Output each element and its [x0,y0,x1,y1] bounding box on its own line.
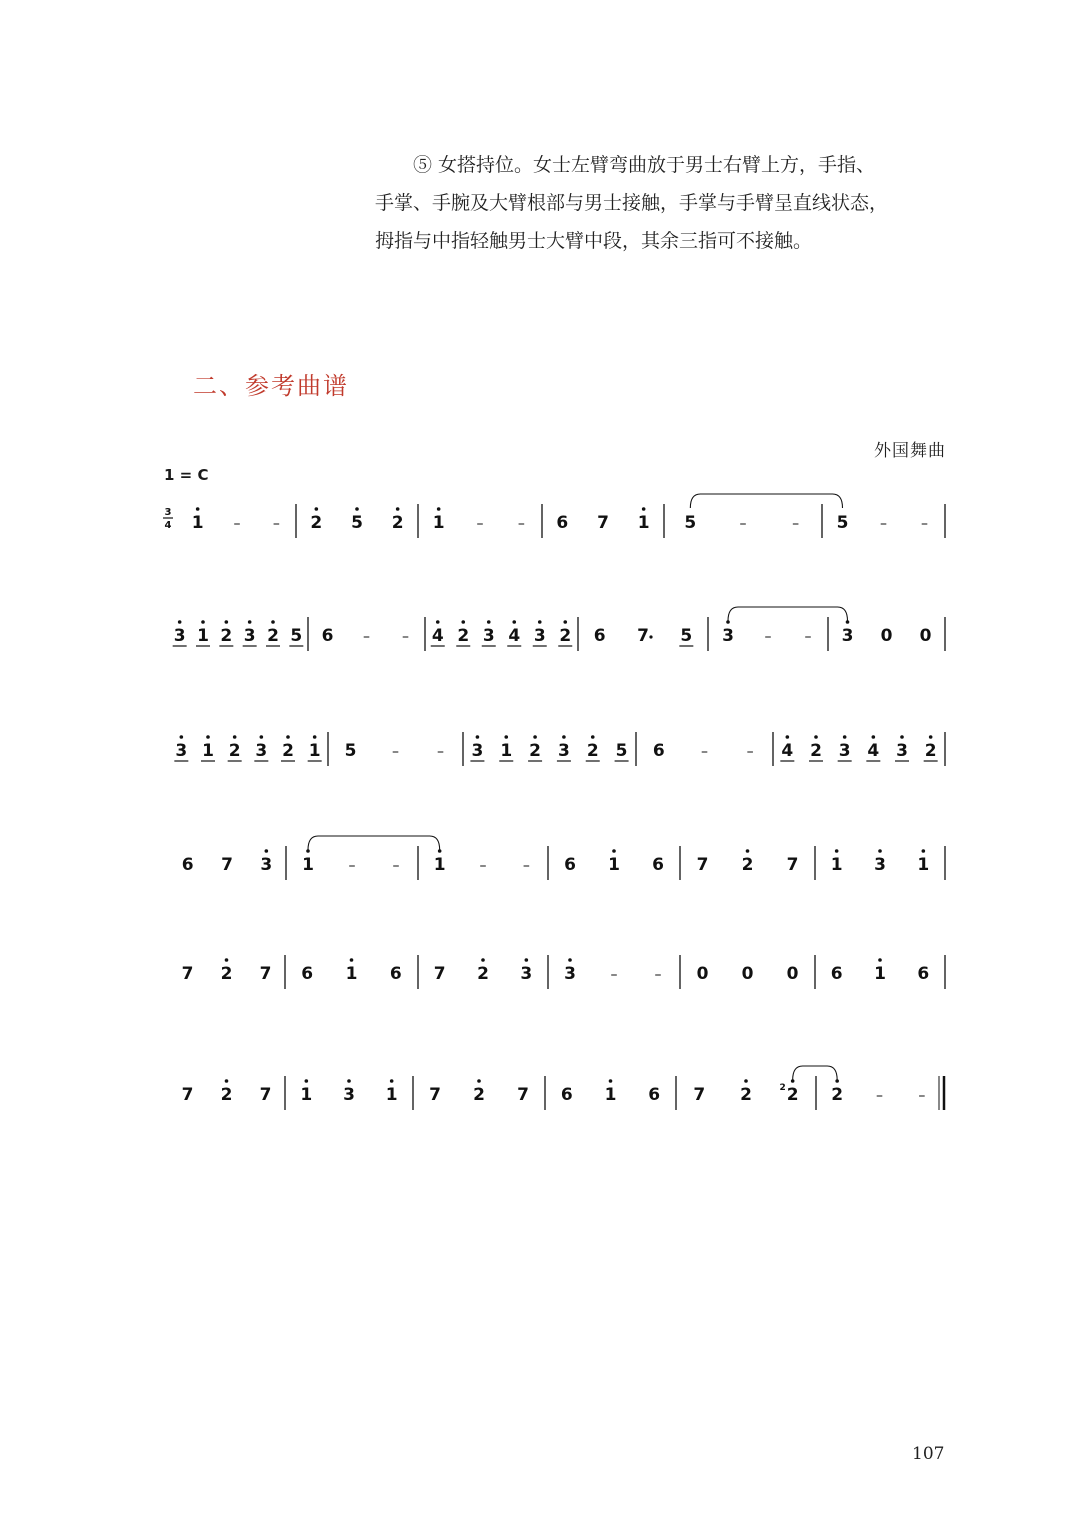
octave-dot-above [305,1079,309,1083]
score-note: 3 [173,626,186,646]
score-note: 6 [301,964,314,984]
octave-dot-above [481,958,485,962]
score-note: 1 [191,513,204,533]
octave-dot-above [591,735,595,739]
score-note: 6 [321,626,334,646]
score-note: 2 [220,964,233,984]
score-note: 3 [255,741,268,761]
sustain-dash: – [764,629,772,645]
octave-dot-above [814,735,818,739]
octave-dot-above [609,1079,613,1083]
octave-dot-above [568,958,572,962]
score-note: 3 [838,741,851,761]
sustain-dash: – [272,516,280,532]
octave-dot-above [504,735,508,739]
score-note: 1 [637,513,650,533]
score-note: 6 [564,855,576,875]
octave-dot-above [206,735,210,739]
score-note: 1 [917,855,930,875]
score-note: 7 [517,1085,529,1105]
score-note: 1 [432,513,445,533]
score-note: 6 [648,1085,661,1105]
sustain-dash: – [517,516,525,532]
score-note: 3 [874,855,886,875]
score-note: 2 [457,626,470,646]
sustain-dash: – [392,744,399,760]
score-note: 2 [477,964,489,984]
sustain-dash: – [921,516,928,532]
score-note: 4 [508,626,521,646]
score-note: 4 [781,741,794,761]
score-note: 1 [433,855,446,875]
sustain-dash: – [804,629,812,645]
octave-dot-above [225,958,229,962]
sustain-dash: – [363,629,370,645]
octave-dot-above [878,849,882,853]
octave-dot-above [477,1079,481,1083]
score-note: 7 [221,855,233,875]
score-note: 2 [740,1085,752,1105]
time-signature-top: 3 [164,507,172,518]
octave-dot-above [929,735,933,739]
score-note: 7 [181,1085,194,1105]
score-note: 1 [202,741,214,761]
score-note: 1 [300,1085,313,1105]
score-note: 1 [830,855,843,875]
score-note: 2 [473,1085,485,1105]
score-note: 2 [786,1085,799,1105]
octave-dot-above [525,958,529,962]
octave-dot-above [563,620,567,624]
score-note: 3 [533,626,546,646]
score-note: 5 [836,513,849,533]
score-note: 6 [556,513,569,533]
score-note: 6 [593,626,606,646]
octave-dot-above [512,620,516,624]
sustain-dash: – [610,967,618,983]
sustain-dash: – [522,858,530,874]
octave-dot-above [390,1079,394,1083]
score-note: 2 [220,1085,233,1105]
score-note: 3 [260,855,273,875]
score-note: 6 [389,964,402,984]
score-note: 2 [810,741,822,761]
octave-dot-above [313,735,317,739]
octave-dot-above [900,735,904,739]
score-note: 5 [344,741,357,761]
sustain-dash: – [876,1088,883,1104]
score-note: 3 [343,1085,355,1105]
score-note: 6 [652,741,665,761]
key-signature: 1 = C [164,466,209,484]
octave-dot-above [201,620,205,624]
score-note: 3 [243,626,256,646]
octave-dot-above [922,849,926,853]
sustain-dash: – [701,744,708,760]
score-note: 4 [867,741,880,761]
tie-arc [793,1066,838,1080]
tie-arc [728,607,848,621]
octave-dot-above [225,620,229,624]
score-note: 6 [917,964,930,984]
tie-arc [308,836,440,850]
octave-dot-above [562,735,566,739]
score-note: 3 [557,741,570,761]
octave-dot-above [260,735,264,739]
paragraph-line: 拇指与中指轻触男士大臂中段，其余三指可不接触。 [375,230,813,252]
octave-dot-above [347,1079,351,1083]
octave-dot-above [248,620,252,624]
sustain-dash: – [233,516,241,532]
score-note: 6 [181,855,194,875]
score-note: 7 [597,513,609,533]
score-note: 7 [433,964,446,984]
score-note: 7 [259,964,272,984]
octave-dot-above [286,735,290,739]
sustain-dash: – [739,516,747,532]
sustain-dash: – [654,967,662,983]
octave-dot-above [744,1079,748,1083]
score-note: 5 [615,741,628,761]
augmentation-dot [649,635,652,638]
octave-dot-above [786,735,790,739]
octave-dot-above [538,620,542,624]
score-note: 6 [652,855,664,875]
score-note: 0 [786,964,799,984]
octave-dot-above [487,620,491,624]
grace-note: 2 [779,1083,786,1093]
score-note: 2 [831,1085,844,1105]
score-note: 2 [310,513,323,533]
score-note: 2 [924,741,937,761]
score-note: 3 [722,626,734,646]
octave-dot-above [835,849,839,853]
score-note: 6 [830,964,843,984]
score-note: 3 [520,964,533,984]
score-note: 2 [559,626,572,646]
octave-dot-above [265,849,269,853]
score-note: 3 [841,626,854,646]
score-note: 3 [482,626,495,646]
octave-dot-above [178,620,182,624]
score-note: 1 [308,741,321,761]
score-note: 6 [560,1085,573,1105]
score-note: 5 [680,626,693,646]
score-note: 4 [431,626,444,646]
section-title: 二、参考曲谱 [193,372,349,400]
score-note: 3 [471,741,484,761]
score-note: 0 [741,964,754,984]
octave-dot-above [225,1079,229,1083]
sustain-dash: – [880,516,887,532]
sustain-dash: – [402,629,409,645]
score-note: 7 [696,855,709,875]
octave-dot-above [476,735,480,739]
score-note: 3 [896,741,908,761]
octave-dot-above [355,507,359,511]
page-number: 107 [912,1444,945,1464]
octave-dot-above [872,735,876,739]
score-note: 2 [391,513,404,533]
sustain-dash: – [348,858,356,874]
score-note: 2 [586,741,599,761]
score-note: 3 [564,964,576,984]
score-note: 2 [529,741,542,761]
time-signature-bottom: 4 [164,520,172,531]
sustain-dash: – [479,858,487,874]
score-note: 1 [604,1085,617,1105]
score-note: 7 [637,626,649,646]
score-note: 5 [290,626,303,646]
octave-dot-above [843,735,847,739]
score-note: 7 [693,1085,706,1105]
score-note: 1 [874,964,886,984]
score-credit: 外国舞曲 [874,441,946,461]
octave-dot-above [436,620,440,624]
octave-dot-above [233,735,237,739]
octave-dot-above [437,507,441,511]
score-note: 1 [608,855,620,875]
octave-dot-above [533,735,537,739]
sustain-dash: – [746,744,754,760]
sustain-dash: – [792,516,800,532]
score-note: 0 [880,626,893,646]
octave-dot-above [196,507,200,511]
score-note: 1 [197,626,209,646]
octave-dot-above [271,620,275,624]
octave-dot-above [878,958,882,962]
score-note: 7 [786,855,799,875]
score-note: 2 [228,741,241,761]
score-note: 2 [741,855,754,875]
octave-dot-above [612,849,616,853]
octave-dot-above [461,620,465,624]
sustain-dash: – [392,858,400,874]
score-note: 2 [220,626,233,646]
score-note: 2 [282,741,294,761]
octave-dot-above [396,507,400,511]
score-note: 1 [385,1085,398,1105]
score-note: 0 [919,626,932,646]
sustain-dash: – [918,1088,926,1104]
score-note: 7 [429,1085,441,1105]
score-note: 5 [684,513,697,533]
score-note: 1 [500,741,513,761]
score-note: 3 [175,741,188,761]
score-note: 7 [181,964,194,984]
score-note: 5 [351,513,363,533]
paragraph-line: 手掌、手腕及大臂根部与男士接触，手掌与手臂呈直线状态， [375,192,889,214]
sustain-dash: – [476,516,484,532]
score-note: 0 [696,964,709,984]
octave-dot-above [180,735,184,739]
octave-dot-above [746,849,750,853]
paragraph-line: ⑤ 女搭持位。女士左臂弯曲放于男士右臂上方，手指、 [413,154,876,176]
score-note: 1 [345,964,358,984]
tie-arc [690,494,842,508]
sustain-dash: – [437,744,444,760]
octave-dot-above [642,507,646,511]
score-note: 2 [267,626,279,646]
octave-dot-above [315,507,319,511]
octave-dot-above [350,958,354,962]
score-note: 7 [259,1085,272,1105]
score-note: 1 [302,855,314,875]
